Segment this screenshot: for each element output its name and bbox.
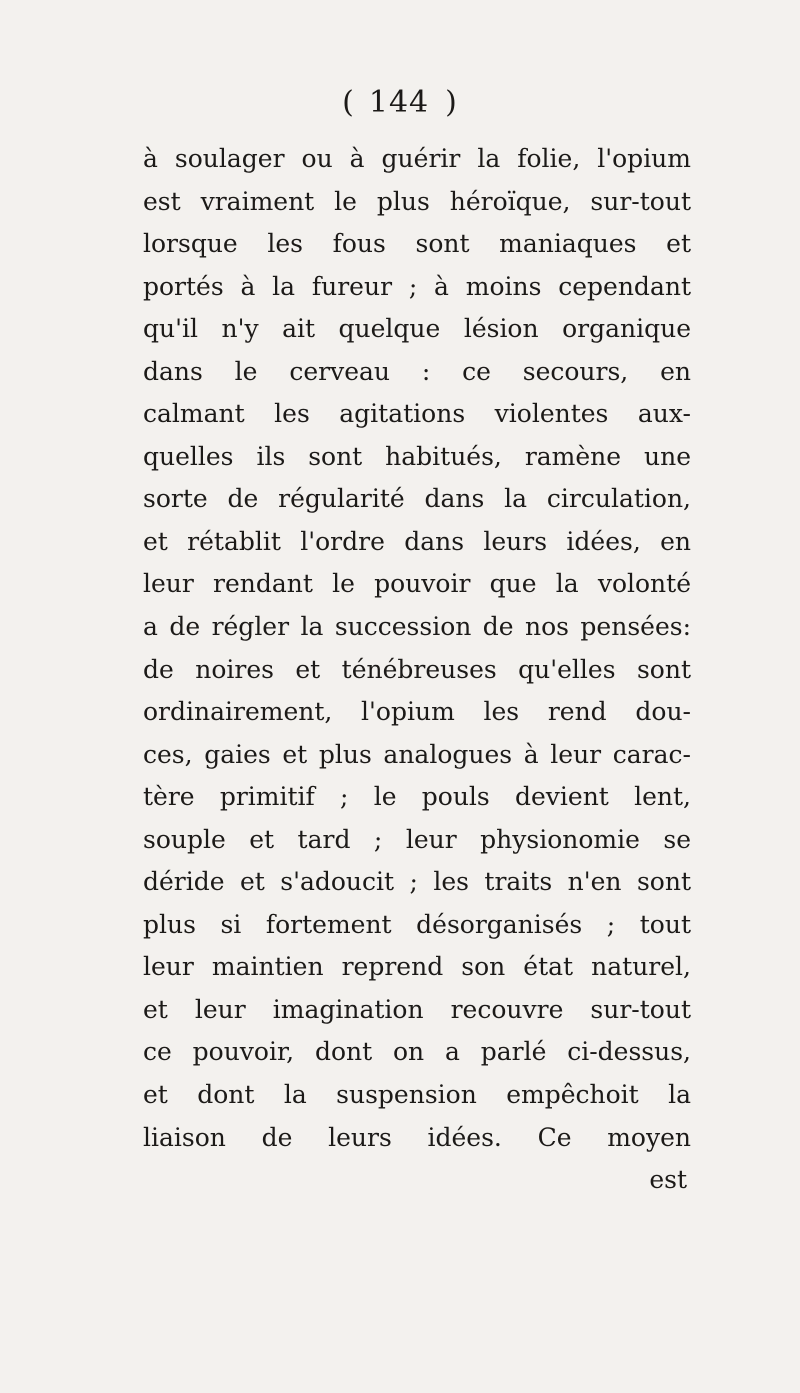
page-number-open-paren: (: [342, 85, 355, 120]
text-line: souple et tard ; leur physionomie se: [143, 824, 691, 854]
text-line: et dont la suspension empêchoit la: [143, 1080, 691, 1110]
text-line: tère primitif ; le pouls devient lent,: [143, 782, 691, 812]
text-line: dans le cerveau : ce secours, en: [143, 356, 691, 386]
text-line: ordinairement, l'opium les rend dou-: [143, 697, 691, 727]
page-number-value: 144: [368, 85, 430, 120]
page-number-close-paren: ): [445, 85, 458, 120]
text-line: déride et s'adoucit ; les traits n'en sont: [143, 867, 691, 897]
text-line: leur maintien reprend son état naturel,: [143, 952, 691, 982]
catchword: est: [649, 1165, 687, 1195]
text-line: quelles ils sont habitués, ramène une: [143, 441, 691, 471]
text-line: et leur imagination recouvre sur-tout: [143, 994, 691, 1024]
text-line: leur rendant le pouvoir que la volonté: [143, 569, 691, 599]
text-line: portés à la fureur ; à moins cependant: [143, 271, 691, 301]
text-line: qu'il n'y ait quelque lésion organique: [143, 314, 691, 344]
text-line: calmant les agitations violentes aux-: [143, 399, 691, 429]
text-line: plus si fortement désorganisés ; tout: [143, 909, 691, 939]
body-text: [143, 138, 691, 1202]
text-line: et rétablit l'ordre dans leurs idées, en: [143, 526, 691, 556]
text-line: à soulager ou à guérir la folie, l'opium: [143, 144, 691, 173]
text-line: ce pouvoir, dont on a parlé ci-dessus,: [143, 1037, 691, 1067]
text-line: liaison de leurs idées. Ce moyen: [143, 1122, 691, 1152]
text-line: sorte de régularité dans la circulation,: [143, 484, 691, 514]
text-line: ces, gaies et plus analogues à leur carac-: [143, 739, 691, 769]
text-line: a de régler la succession de nos pensées:: [143, 612, 691, 642]
text-line: est vraiment le plus héroïque, sur-tout: [143, 186, 691, 216]
text-line: de noires et ténébreuses qu'elles sont: [143, 654, 691, 684]
page-number: [0, 85, 800, 120]
text-line: lorsque les fous sont maniaques et: [143, 229, 691, 259]
